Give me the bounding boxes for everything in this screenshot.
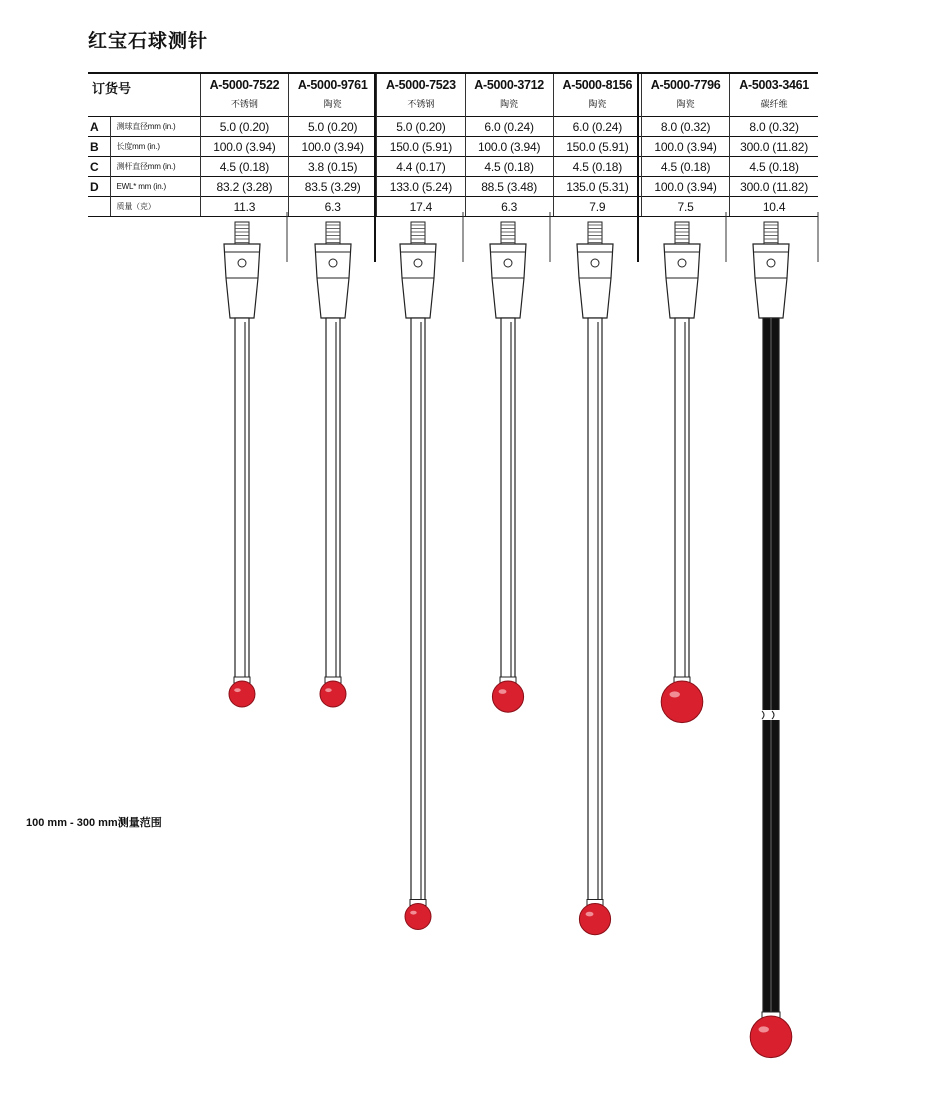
stylus-shaft [326, 318, 340, 683]
stylus-body [664, 244, 700, 318]
part-number: A-5000-7796 [650, 78, 721, 92]
table-cell: 83.5 (3.29) [289, 177, 377, 197]
row-letter: A [88, 117, 110, 137]
part-number: A-5000-9761 [297, 78, 368, 92]
table-cell: 150.0 (5.91) [377, 137, 465, 157]
table-cell: 4.4 (0.17) [377, 157, 465, 177]
row-label: EWL* mm (in.) [110, 177, 200, 197]
stylus-body [753, 244, 789, 318]
spanner-hole [591, 259, 599, 267]
table-cell: 133.0 (5.24) [377, 177, 465, 197]
spanner-hole [329, 259, 337, 267]
stylus [490, 222, 526, 712]
table-cell: 5.0 (0.20) [200, 117, 288, 137]
part-number: A-5000-8156 [562, 78, 633, 92]
table-cell: 5.0 (0.20) [377, 117, 465, 137]
table-cell: 4.5 (0.18) [641, 157, 729, 177]
page-title: 红宝石球测针 [88, 30, 209, 52]
material-label: 陶瓷 [500, 99, 519, 109]
table-cell: 100.0 (3.94) [641, 177, 729, 197]
table-cell: 100.0 (3.94) [641, 137, 729, 157]
part-number: A-5000-7522 [209, 78, 280, 92]
stylus-shaft [501, 318, 515, 683]
ruby-ball [229, 681, 255, 707]
stylus-shaft [411, 318, 425, 906]
table-cell: 88.5 (3.48) [465, 177, 553, 197]
stylus [661, 222, 703, 723]
ruby-ball [320, 681, 346, 707]
row-label: 测杆直径mm (in.) [110, 157, 200, 177]
table-cell: 5.0 (0.20) [289, 117, 377, 137]
spanner-hole [767, 259, 775, 267]
material-label: 不锈钢 [407, 99, 435, 109]
stylus [315, 222, 351, 707]
part-number: A-5003-3461 [739, 78, 809, 92]
ball-highlight [325, 688, 332, 692]
stylus [750, 222, 792, 1058]
stylus-body [224, 244, 260, 318]
row-letter: C [88, 157, 110, 177]
stylus-shaft [235, 318, 249, 683]
table-cell: 7.5 [641, 197, 729, 217]
table-cell: 7.9 [553, 197, 641, 217]
table-cell: 8.0 (0.32) [730, 117, 818, 137]
ruby-ball [750, 1016, 792, 1058]
table-cell: 150.0 (5.91) [553, 137, 641, 157]
row-letter: D [88, 177, 110, 197]
table-cell: 3.8 (0.15) [289, 157, 377, 177]
row-letter: B [88, 137, 110, 157]
ruby-ball [492, 681, 523, 712]
ball-highlight [586, 912, 594, 917]
part-number: A-5000-7523 [386, 78, 456, 92]
table-cell: 100.0 (3.94) [289, 137, 377, 157]
stylus [224, 222, 260, 707]
material-label: 碳纤维 [760, 99, 788, 109]
stylus [400, 222, 436, 930]
table-cell: 83.2 (3.28) [200, 177, 288, 197]
ruby-ball [579, 904, 610, 935]
ball-highlight [234, 688, 241, 692]
table-cell: 4.5 (0.18) [200, 157, 288, 177]
table-cell: 4.5 (0.18) [465, 157, 553, 177]
table-cell: 4.5 (0.18) [553, 157, 641, 177]
stylus-body [315, 244, 351, 318]
table-cell: 135.0 (5.31) [553, 177, 641, 197]
row-label: 质量（克） [110, 197, 200, 217]
table-cell: 100.0 (3.94) [200, 137, 288, 157]
table-cell: 6.3 [465, 197, 553, 217]
order-number-header: 订货号 [88, 73, 200, 117]
material-label: 陶瓷 [323, 99, 342, 109]
ruby-ball [405, 904, 431, 930]
ball-highlight [499, 689, 507, 694]
table-cell: 300.0 (11.82) [730, 137, 818, 157]
ball-highlight [410, 911, 417, 915]
material-label: 不锈钢 [230, 99, 258, 109]
table-cell: 6.0 (0.24) [553, 117, 641, 137]
ruby-ball [661, 681, 703, 723]
ball-highlight [759, 1026, 769, 1032]
table-cell: 6.0 (0.24) [465, 117, 553, 137]
material-label: 陶瓷 [676, 99, 695, 109]
table-cell: 11.3 [200, 197, 288, 217]
table-cell: 300.0 (11.82) [730, 177, 818, 197]
table-cell: 4.5 (0.18) [730, 157, 818, 177]
row-label: 长度mm (in.) [110, 137, 200, 157]
stylus-shaft [675, 318, 689, 683]
table-cell: 17.4 [377, 197, 465, 217]
stylus-body [490, 244, 526, 318]
spanner-hole [678, 259, 686, 267]
spanner-hole [414, 259, 422, 267]
stylus-body [577, 244, 613, 318]
table-cell: 6.3 [289, 197, 377, 217]
stylus-shaft [588, 318, 602, 906]
stylus [577, 222, 613, 935]
table-cell: 10.4 [730, 197, 818, 217]
measurement-range-note: 100 mm - 300 mm测量范围 [26, 817, 162, 829]
material-label: 陶瓷 [588, 99, 607, 109]
spanner-hole [238, 259, 246, 267]
row-label: 测球直径mm (in.) [110, 117, 200, 137]
ball-highlight [670, 691, 680, 697]
table-cell: 8.0 (0.32) [641, 117, 729, 137]
spanner-hole [504, 259, 512, 267]
stylus-body [400, 244, 436, 318]
table-cell: 100.0 (3.94) [465, 137, 553, 157]
part-number: A-5000-3712 [474, 78, 544, 92]
